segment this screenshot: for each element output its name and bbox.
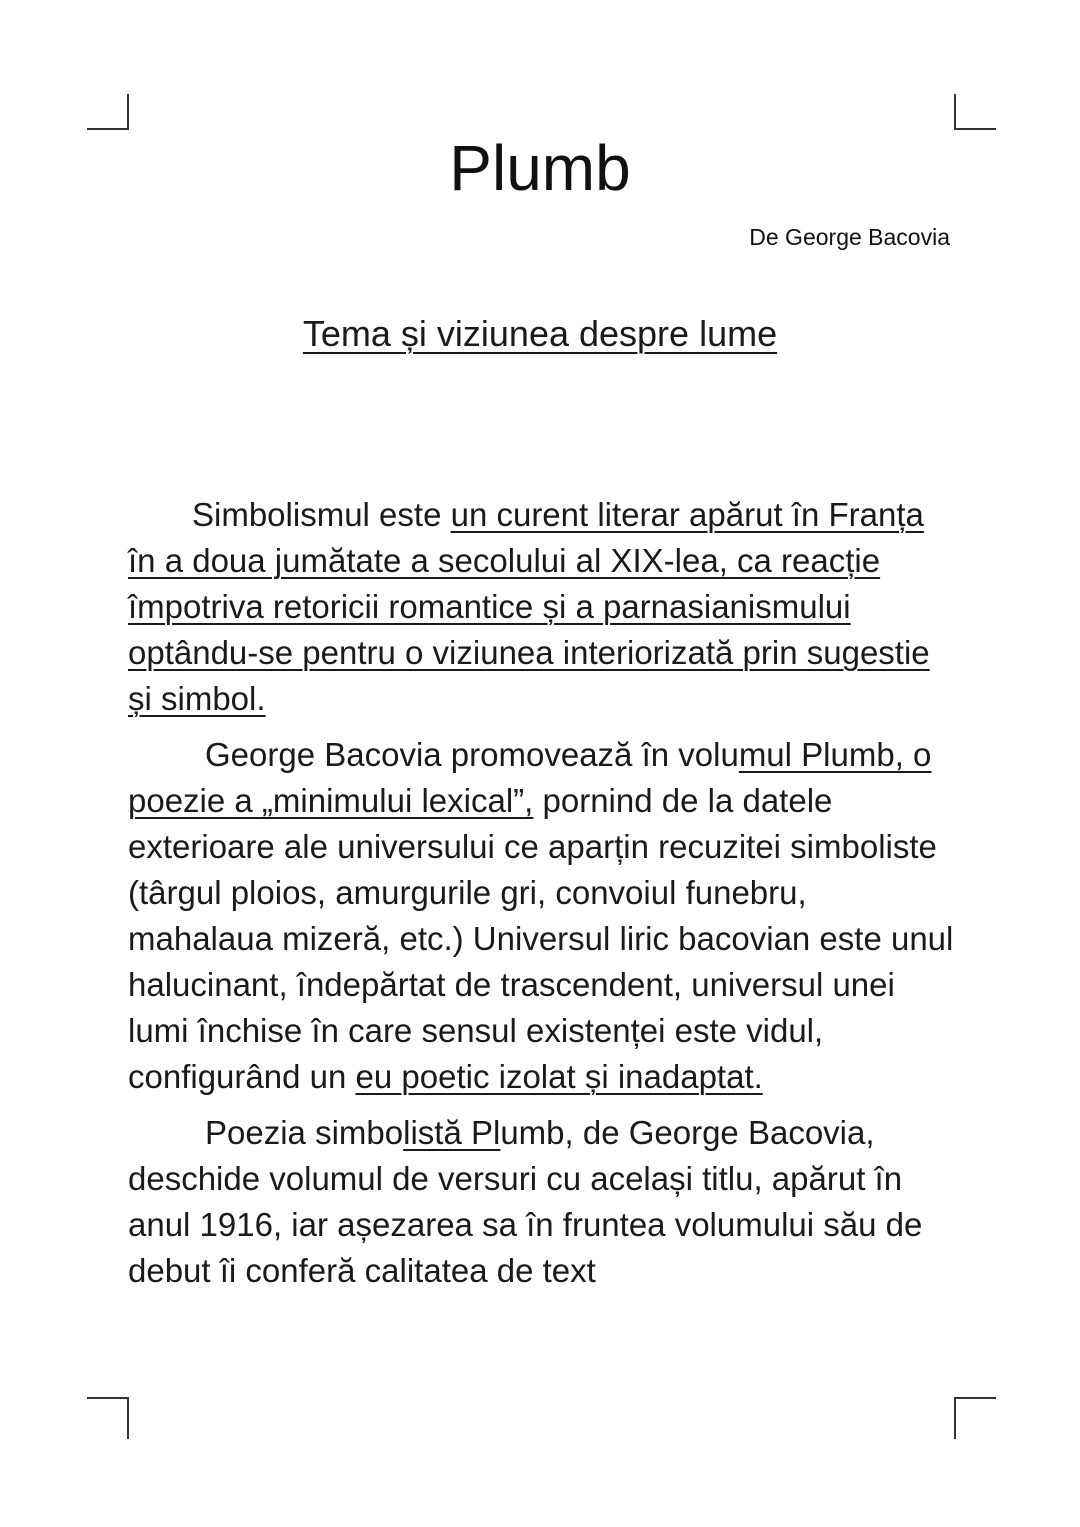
- paragraph-3-underlined: listă Pl: [403, 1114, 501, 1151]
- author-line: De George Bacovia: [749, 224, 950, 250]
- paragraph-2-underlined-2: eu poetic izolat și inadaptat.: [355, 1058, 763, 1095]
- crop-mark-bottom-left: [87, 1397, 129, 1439]
- crop-mark-bottom-right: [954, 1397, 996, 1439]
- paragraph-3: [128, 1110, 958, 1294]
- document-body: [128, 492, 958, 1304]
- paragraph-2-text-start: George Bacovia promovează în volu: [205, 736, 739, 773]
- paragraph-2: [128, 732, 958, 1100]
- paragraph-1-text: Simbolismul este: [192, 496, 451, 533]
- paragraph-2-underlined-1: mul Plumb, o poezie a „minimului lexical”,: [128, 736, 932, 819]
- section-heading-text: Tema și viziunea despre lume: [302, 313, 778, 354]
- paragraph-2-text-middle: pornind de la datele exterioare ale universului ce aparțin recuzitei simboliste (târgul ploios, amurgurile gri, convoiul funebru, mahalaua mizeră, etc.) Universul liric bacovian este unul halucinant, îndepărtat de trascendent, universul unei lumi închise în care sensul existenței este vidul, configurând un: [128, 782, 954, 1095]
- crop-mark-top-left: [87, 94, 129, 130]
- section-heading: [0, 310, 1080, 358]
- paragraph-1: [128, 492, 958, 722]
- crop-mark-top-right: [954, 94, 996, 130]
- paragraph-3-text-end: umb, de George Bacovia, deschide volumul de versuri cu același titlu, apărut în anul 1916, iar așezarea sa în fruntea volumului său de debut îi conferă calitatea de text: [128, 1114, 923, 1289]
- page-title: Plumb: [449, 132, 631, 204]
- paragraph-3-text-start: Poezia simbo: [205, 1114, 404, 1151]
- paragraph-1-underlined: un curent literar apărut în Franța în a doua jumătate a secolului al XIX-lea, ca reacție împotriva retoricii romantice și a parnasianismului optându-se pentru o viziunea interiorizată prin sugestie și simbol.: [128, 496, 930, 717]
